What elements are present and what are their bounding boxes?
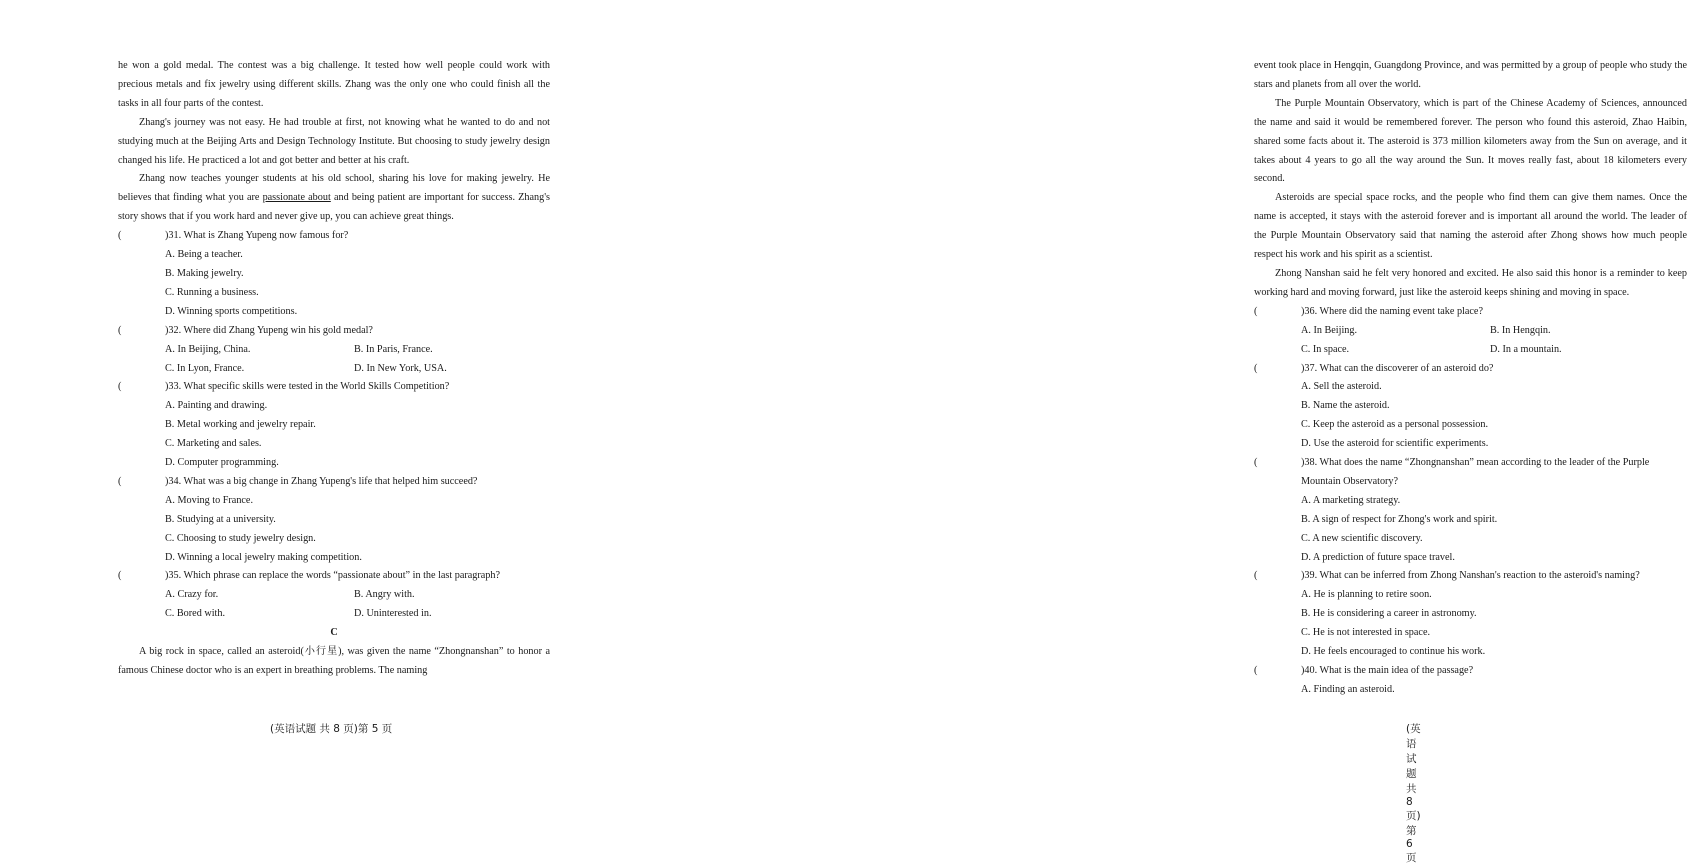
option-row	[118, 586, 550, 605]
question-stem: )36. Where did the naming event take place?	[1301, 305, 1483, 317]
question-stem: )34. What was a big change in Zhang Yupeng's life that helped him succeed?	[165, 475, 478, 487]
option: D. Winning sports competitions.	[165, 305, 298, 317]
passage-c-paragraph-4: Zhong Nanshan said he felt very honored and excited. He also said this honor is a reminder to keep working hard and moving forward, just like the asteroid keeps shining and moving in space.	[1254, 267, 1687, 298]
option: A. Moving to France.	[165, 494, 253, 506]
page-footer: (英语试题 共 8 页)第 6 页	[1406, 723, 1421, 864]
question-37	[1254, 360, 1687, 455]
answer-bracket[interactable]	[118, 473, 158, 492]
passage-c-paragraph-1-cont: event took place in Hengqin, Guangdong Province, and was permitted by a group of people who study the stars and planets from all over the world.	[1254, 60, 1687, 90]
option: B. Angry with.	[354, 589, 415, 601]
option: A. Being a teacher.	[165, 249, 243, 261]
question-39	[1254, 567, 1687, 662]
option: A. Painting and drawing.	[165, 400, 268, 412]
question-stem: )35. Which phrase can replace the words “passionate about” in the last paragraph?	[165, 570, 501, 582]
option: D. A prediction of future space travel.	[1301, 551, 1455, 563]
option-row	[1254, 341, 1687, 360]
option: A. In Beijing, China.	[165, 343, 251, 355]
question-stem: )39. What can be inferred from Zhong Nanshan's reaction to the asteroid's naming?	[1301, 570, 1640, 582]
option: C. A new scientific discovery.	[1301, 532, 1423, 544]
answer-bracket[interactable]	[118, 227, 158, 246]
answer-bracket[interactable]	[1254, 360, 1294, 379]
option: D. In a mountain.	[1490, 343, 1562, 355]
option: C. In space.	[1301, 343, 1350, 355]
option: C. Bored with.	[165, 608, 225, 620]
page-footer: (英语试题 共 8 页)第 5 页	[270, 723, 393, 735]
answer-bracket[interactable]	[1254, 454, 1294, 473]
page-5	[0, 0, 600, 849]
bracket-open: (	[118, 324, 122, 336]
page-6	[600, 0, 1687, 864]
option: D. In New York, USA.	[354, 362, 447, 374]
question-stem: )40. What is the main idea of the passage?	[1301, 665, 1474, 676]
option: B. Metal working and jewelry repair.	[165, 419, 316, 431]
question-stem: )33. What specific skills were tested in the World Skills Competition?	[165, 381, 450, 393]
option: C. Running a business.	[165, 286, 259, 298]
question-38	[1254, 454, 1687, 567]
option-row	[118, 341, 550, 360]
passage-b-paragraph-2: Zhang's journey was not easy. He had trouble at first, not knowing what he wanted to do and not studying much at the Beijing Arts and Design Technology Institute. But choosing to study jewelry design changed his life. He practiced a lot and got better and better at his craft.	[118, 116, 550, 166]
bracket-open: (	[118, 570, 122, 582]
answer-bracket[interactable]	[1254, 303, 1294, 322]
option: B. Name the asteroid.	[1301, 400, 1390, 412]
question-32	[118, 322, 550, 379]
option: B. A sign of respect for Zhong's work and spirit.	[1301, 513, 1498, 525]
question-35	[118, 567, 550, 624]
paragraph-text: and being patient are important for success. Zhang's story shows that if you work hard and never give up, you can achieve great things.	[118, 192, 550, 223]
answer-bracket[interactable]	[118, 567, 158, 586]
question-31	[118, 227, 550, 322]
bracket-open: (	[118, 475, 122, 487]
question-36	[1254, 303, 1687, 360]
option: A. Sell the asteroid.	[1301, 381, 1382, 393]
option: C. In Lyon, France.	[165, 362, 245, 374]
bracket-open: (	[118, 230, 122, 242]
option: A. A marketing strategy.	[1301, 494, 1401, 506]
option: C. Choosing to study jewelry design.	[165, 532, 316, 544]
passage-c-paragraph-3: Asteroids are special space rocks, and the people who find them can give them names. Once the name is accepted, it stays with the asteroid forever and is important all around the world. The leader of the Purple Mountain Observatory said that naming the asteroid after Zhong shows how much people respect his work and his spirit as a scientist.	[1254, 192, 1687, 261]
paragraph-text: Zhang now teaches younger students at his old school, sharing his love for making jewelry. He believes that finding what you are	[118, 173, 550, 204]
answer-bracket[interactable]	[1254, 567, 1294, 586]
passage-c-paragraph-2: The Purple Mountain Observatory, which is part of the Chinese Academy of Sciences, announced the name and said it would be remembered forever. The person who found this asteroid, Zhao Haibin, shared some facts about it. The asteroid is 373 million kilometers away from the Sun on average, and it takes about 4 years to go all the way around the Sun. It moves really fast, about 18 kilometers every second.	[1254, 97, 1687, 185]
passage-b-paragraph-1: he won a gold medal. The contest was a big challenge. It tested how well people could work with precious metals and fix jewelry using different skills. Zhang was the only one who could finish all the tasks in all four parts of the contest.	[118, 60, 550, 109]
option: D. Use the asteroid for scientific experiments.	[1301, 438, 1489, 450]
section-heading-c: C	[330, 627, 338, 639]
question-34	[118, 473, 550, 568]
right-column	[1254, 57, 1687, 700]
bracket-open: (	[1254, 665, 1258, 676]
option-row	[1254, 322, 1687, 341]
passage-c-paragraph-1: A big rock in space, called an asteroid(小行星), was given the name “Zhongnanshan” to honor a famous Chinese doctor who is an expert in breathing problems. The naming	[118, 646, 550, 676]
bracket-open: (	[1254, 362, 1258, 374]
question-stem: )32. Where did Zhang Yupeng win his gold medal?	[165, 324, 373, 336]
option: D. Winning a local jewelry making competition.	[165, 551, 362, 563]
bracket-open: (	[1254, 457, 1258, 469]
question-stem: )37. What can the discoverer of an asteroid do?	[1301, 362, 1494, 374]
option: C. He is not interested in space.	[1301, 627, 1431, 639]
question-33	[118, 378, 550, 473]
answer-bracket[interactable]	[118, 322, 158, 341]
bracket-open: (	[118, 381, 122, 393]
question-40	[1254, 662, 1687, 700]
left-column	[118, 57, 550, 681]
option: B. In Paris, France.	[354, 343, 433, 355]
option: C. Marketing and sales.	[165, 438, 262, 450]
option: A. Finding an asteroid.	[1301, 683, 1395, 695]
option: B. He is considering a career in astronomy.	[1301, 608, 1477, 620]
option: A. He is planning to retire soon.	[1301, 589, 1432, 601]
underlined-phrase: passionate about	[262, 192, 331, 204]
option: D. Uninterested in.	[354, 608, 432, 620]
passage-b-paragraph-3	[118, 170, 550, 227]
question-stem: )38. What does the name “Zhongnanshan” mean according to the leader of the Purple Mountain Observatory?	[1301, 457, 1650, 487]
bracket-open: (	[1254, 570, 1258, 582]
answer-bracket[interactable]	[1254, 662, 1294, 681]
option: D. He feels encouraged to continue his work.	[1301, 646, 1486, 658]
option: B. Studying at a university.	[165, 513, 276, 525]
option: B. Making jewelry.	[165, 267, 244, 279]
option-row	[118, 360, 550, 379]
option: A. In Beijing.	[1301, 324, 1358, 336]
option: B. In Hengqin.	[1490, 324, 1551, 336]
option: D. Computer programming.	[165, 457, 279, 469]
answer-bracket[interactable]	[118, 378, 158, 397]
question-stem: )31. What is Zhang Yupeng now famous for?	[165, 230, 349, 242]
option-row	[118, 605, 550, 624]
option: A. Crazy for.	[165, 589, 219, 601]
option: C. Keep the asteroid as a personal possession.	[1301, 419, 1489, 431]
bracket-open: (	[1254, 305, 1258, 317]
